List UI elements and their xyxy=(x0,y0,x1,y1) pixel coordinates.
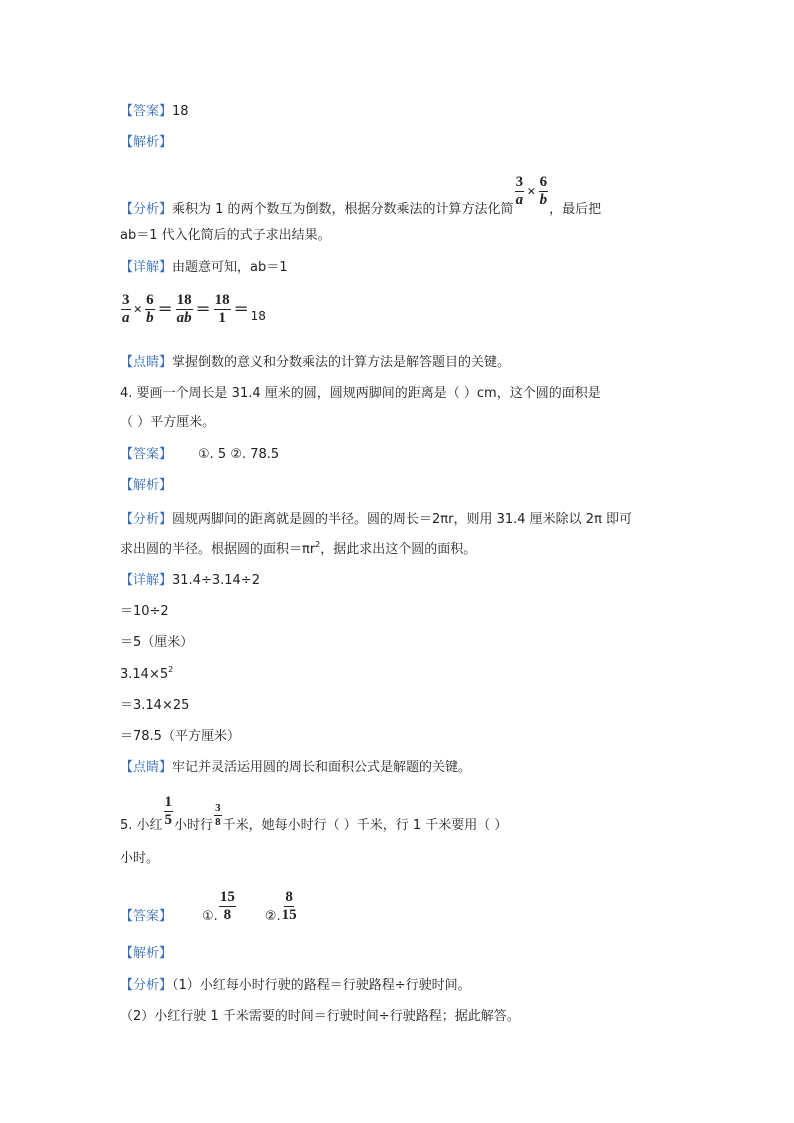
q5-fenxi-line1 xyxy=(120,976,471,996)
fenxi-text: ，据此求出这个圆的面积。 xyxy=(320,542,477,557)
superscript: 2 xyxy=(168,665,174,674)
q5-question-line1 xyxy=(120,794,507,836)
fenxi-tag: 【分析】 xyxy=(120,512,173,527)
xiangjie-tag: 【详解】 xyxy=(120,260,173,275)
q5-answer-line xyxy=(120,885,298,927)
fraction: $\frac{15}{8}$ xyxy=(219,889,235,923)
dianjing-text: 掌握倒数的意义和分数乘法的计算方法是解答题目的关键。 xyxy=(172,355,511,370)
answer-tag: 【答案】 xyxy=(120,447,173,462)
fraction: $\frac{1}{5}$ xyxy=(164,794,173,828)
fraction: $\frac{18}{ab}$ xyxy=(176,292,192,326)
step xyxy=(120,665,173,686)
fraction: $\frac{6}{b}$ xyxy=(146,292,154,326)
step: 31.4÷3.14÷2 xyxy=(172,573,260,588)
q4-dianjing-line xyxy=(120,758,471,778)
dianjing-text: 牢记并灵活运用圆的周长和面积公式是解题的关键。 xyxy=(172,760,472,775)
equals-sign: ＝ xyxy=(195,301,211,318)
q5-question-line2: 小时。 xyxy=(120,851,160,866)
answer-value: 18 xyxy=(172,104,189,119)
step-text: 3.14×5 xyxy=(120,667,169,682)
answer-tag: 【答案】 xyxy=(120,909,173,924)
q3-xiangjie-line xyxy=(120,258,288,278)
q4-fenxi-line2 xyxy=(120,540,476,561)
q4-question-line1: 4. 要画一个周长是 31.4 厘米的圆，圆规两脚间的距离是（ ）cm，这个圆的面积是 xyxy=(120,386,601,401)
times-sign: × xyxy=(527,183,536,200)
equation-result: 18 xyxy=(250,308,266,323)
step: ＝78.5（平方厘米） xyxy=(120,729,240,744)
answer-label: ②. xyxy=(264,909,281,924)
fraction: $\frac{6}{b}$ xyxy=(539,174,548,208)
q4-answer-line xyxy=(120,445,279,465)
q5-analysis-heading xyxy=(120,944,172,964)
q4-fenxi-line1 xyxy=(120,510,632,530)
q3-dianjing-line xyxy=(120,353,510,373)
step: ＝10÷2 xyxy=(120,604,169,619)
fenxi-text: 乘积为 1 的两个数互为倒数，根据分数乘法的计算方法化简 xyxy=(172,202,514,217)
analysis-tag: 【解析】 xyxy=(120,135,173,150)
fraction: $\frac{3}{8}$ xyxy=(215,802,221,828)
question-text: 千米，她每小时行（ ）千米，行 1 千米要用（ ） xyxy=(222,818,508,833)
dianjing-tag: 【点睛】 xyxy=(120,760,173,775)
fraction: $\frac{3}{a}$ xyxy=(122,292,130,326)
step: ＝3.14×25 xyxy=(120,698,190,713)
times-sign: × xyxy=(133,301,143,318)
q3-fenxi-line2: ab＝1 代入化简后的式子求出结果。 xyxy=(120,228,331,243)
question-text: 5. 小红 xyxy=(120,818,163,833)
dianjing-tag: 【点睛】 xyxy=(120,355,173,370)
analysis-tag: 【解析】 xyxy=(120,946,173,961)
question-text: 小时行 xyxy=(174,818,214,833)
fraction: $\frac{8}{15}$ xyxy=(281,889,297,923)
q3-analysis-heading xyxy=(120,133,172,153)
answer-label: ①. xyxy=(202,909,218,924)
fenxi-text: 圆规两脚间的距离就是圆的半径。圆的周长＝2πr，则用 31.4 厘米除以 2π 即可 xyxy=(172,512,633,527)
q3-equation xyxy=(120,293,266,326)
fenxi-text: ，最后把 xyxy=(549,202,602,217)
fenxi-tag: 【分析】 xyxy=(120,978,173,993)
fenxi-text: （1）小红每小时行驶的路程＝行驶路程÷行驶时间。 xyxy=(172,978,471,993)
answer-value: ①. 5 ②. 78.5 xyxy=(198,447,280,462)
equals-sign: ＝ xyxy=(233,301,249,318)
fenxi-text: 求出圆的半径。根据圆的面积＝πr xyxy=(120,542,316,557)
q4-question-line2: （ ）平方厘米。 xyxy=(120,415,216,430)
q4-analysis-heading xyxy=(120,476,172,496)
analysis-tag: 【解析】 xyxy=(120,478,173,493)
q3-fenxi-line1 xyxy=(120,170,601,220)
fenxi-tag: 【分析】 xyxy=(120,202,173,217)
q4-xiangjie-line xyxy=(120,571,260,591)
fraction: $\frac{3}{a}$ xyxy=(515,174,524,208)
superscript: 2 xyxy=(315,540,321,549)
q5-fenxi-line2: （2）小红行驶 1 千米需要的时间＝行驶时间÷行驶路程；据此解答。 xyxy=(120,1009,520,1024)
equals-sign: ＝ xyxy=(157,301,173,318)
answer-tag: 【答案】 xyxy=(120,104,173,119)
xiangjie-tag: 【详解】 xyxy=(120,573,173,588)
fenxi-expression xyxy=(514,175,550,208)
q3-answer-line xyxy=(120,102,189,122)
step: ＝5（厘米） xyxy=(120,635,194,650)
fraction: $\frac{18}{1}$ xyxy=(214,292,230,326)
xiangjie-text: 由题意可知，ab＝1 xyxy=(172,260,288,275)
